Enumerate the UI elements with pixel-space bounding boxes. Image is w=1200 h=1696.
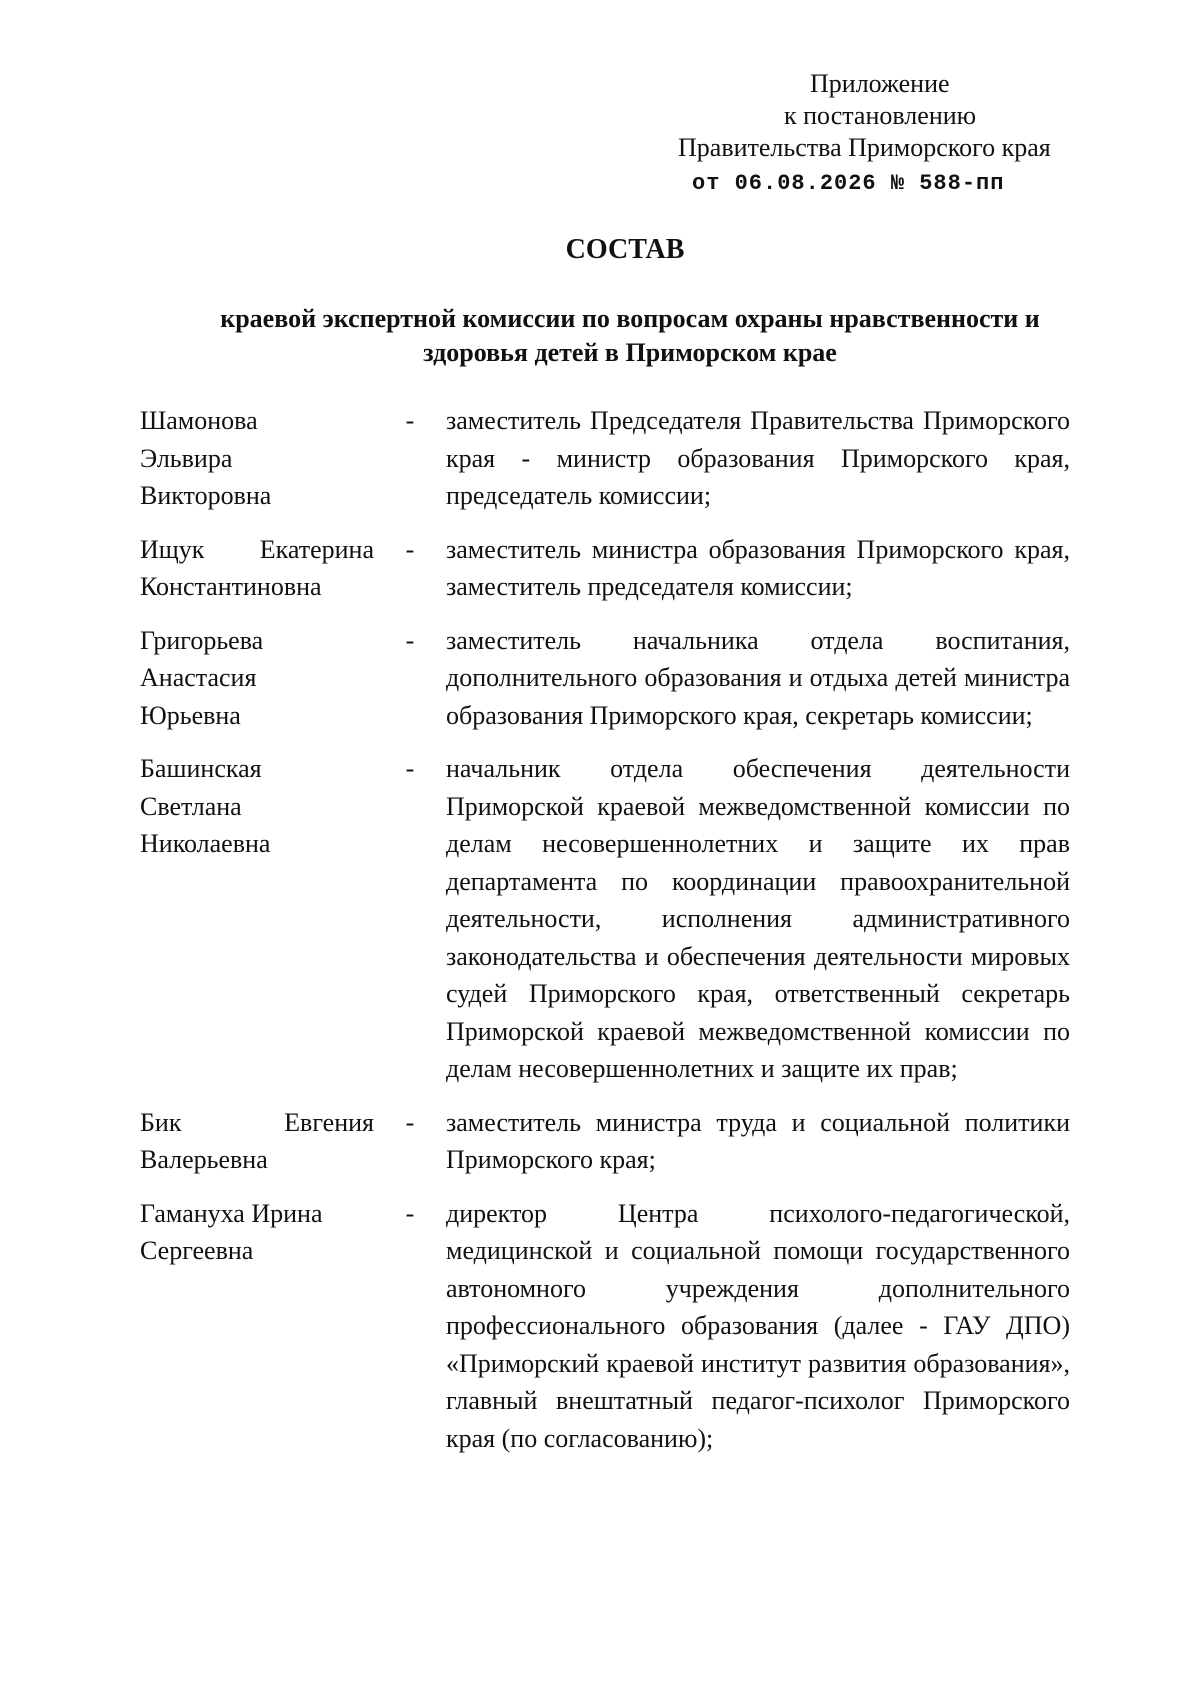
member-row [140,1195,1110,1458]
member-dash: - [405,1107,415,1137]
member-row [140,622,1110,735]
member-name [140,1195,374,1458]
member-dash: - [405,534,415,564]
member-role: заместитель Председателя Правительства Приморского края - министр образования Приморского края, председатель комиссии; [446,406,1070,510]
member-role: заместитель министра образования Приморского края, заместитель председателя комиссии; [446,534,1070,601]
member-name [140,402,374,515]
member-name-line: Шамонова [140,406,258,435]
document-subtitle: краевой экспертной комиссии по вопросам охраны нравственности и здоровья детей в Приморском крае [220,304,1040,367]
member-name [140,531,374,606]
member-dash: - [405,1198,415,1228]
member-name-line: Николаевна [140,829,271,858]
annex-header [678,68,1098,200]
member-name-line: Гамануха Ирина [140,1198,323,1228]
member-row [140,750,1110,1088]
member-name [140,622,374,735]
member-row [140,1104,1110,1179]
member-name [140,1104,374,1179]
annex-date-number: от 06.08.2026 № 588-пп [692,171,1005,196]
member-name-line: Константиновна [140,572,322,601]
member-dash: - [405,406,415,435]
member-name [140,750,374,1088]
member-name-line: Светлана [140,791,242,821]
member-name-line: Башинская [140,754,262,783]
member-role: заместитель министра труда и социальной политики Приморского края; [446,1107,1070,1174]
members-list [140,402,1110,1473]
member-dash: - [405,754,415,783]
member-row [140,402,1110,515]
member-name-line: Юрьевна [140,700,241,730]
member-name-line: Бик Евгения [140,1107,374,1137]
member-name-line: Григорьева [140,625,264,655]
member-dash: - [405,625,415,655]
member-role: директор Центра психолого-педагогической, медицинской и социальной помощи государственного автономного учреждения дополнительного профессионального образования (далее - ГАУ ДПО) «Приморский краевой институт развития образования», главный внештатный педагог-психолог Приморского края (по согласованию); [446,1198,1070,1453]
member-name-line: Ищук Екатерина [140,534,374,564]
member-row [140,531,1110,606]
member-name-line: Викторовна [140,481,272,510]
annex-line-2: к постановлению [784,101,977,130]
member-name-line: Эльвира [140,443,233,473]
member-name-line: Анастасия [140,663,257,692]
member-role: заместитель начальника отдела воспитания, дополнительного образования и отдыха детей министра образования Приморского края, секретарь комиссии; [446,625,1070,730]
member-name-line: Сергеевна [140,1236,254,1265]
member-role: начальник отдела обеспечения деятельности Приморской краевой межведомственной комиссии по делам несовершеннолетних и защите их прав департамента по координации правоохранительной деятельности, исполнения административного законодательства и обеспечения деятельности мировых судей Приморского края, ответственный секретарь Приморской краевой межведомственной комиссии по делам несовершеннолетних и защите их прав; [446,754,1070,1083]
annex-line-1: Приложение [810,69,950,98]
member-name-line: Валерьевна [140,1145,268,1174]
annex-line-3: Правительства Приморского края [678,133,1051,162]
document-title: СОСТАВ [565,234,685,265]
